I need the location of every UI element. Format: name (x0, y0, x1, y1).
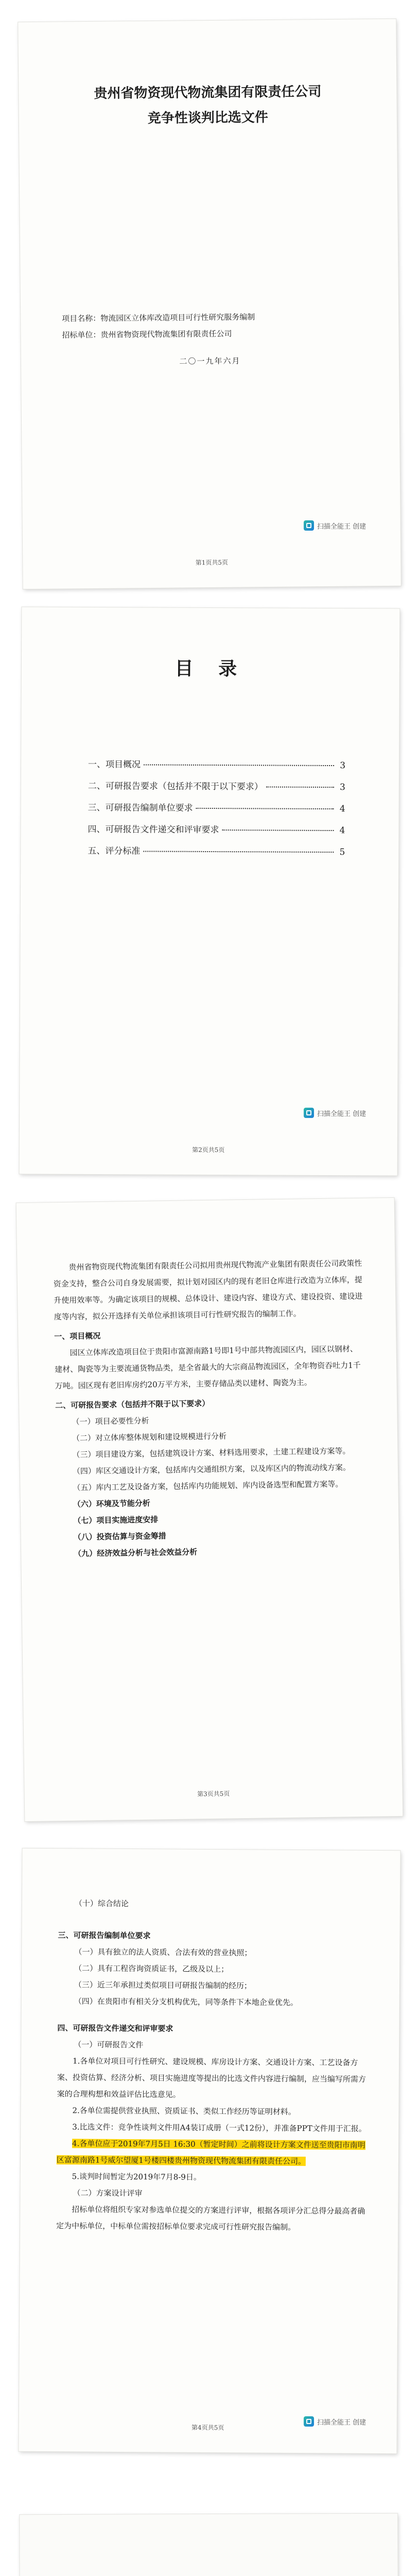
vendor-requirement: （一）具有独立的法人资质、合法有效的营业执照； (74, 1947, 252, 1958)
requirement-item: （四）库区交通设计方案，包括库内交通组织方案，以及库区内的物流动线方案。 (72, 1463, 351, 1476)
vendor-requirement: （四）在贵阳市有相关分支机构优先，同等条件下本地企业优先。 (74, 1996, 298, 2008)
highlighted-deadline: 4.各单位应于2019年7月5日 16:30（暂定时间）之前将设计方案文件送至贵阳市南明区富源南路1号威尔望厦1号楼四楼贵州物资现代物流集团有限责任公司。 (56, 2139, 365, 2166)
section-heading: 二、可研报告要求（包括并不限于以下要求） (55, 1398, 210, 1411)
toc-item-page: 4 (339, 825, 345, 836)
scan-watermark-label: 扫描全能王 创建 (317, 2418, 366, 2427)
requirement-item: （五）库内工艺及设备方案，包括库内功能规划、库内设备选型和配置方案等。 (73, 1479, 343, 1493)
page3-body (53, 1255, 368, 1562)
cover-title: 贵州省物资现代物流集团有限责任公司 (94, 84, 322, 101)
cover-info (62, 309, 255, 343)
scan-watermark (304, 1108, 366, 1118)
vendor-requirement: （三）近三年承担过类似项目可研报告编制的经历； (74, 1980, 252, 1991)
document-page-2 (20, 607, 400, 1175)
toc-item-label: 一、项目概况 (88, 759, 141, 770)
scanner-app-icon (304, 2416, 314, 2427)
toc-item-page: 3 (340, 782, 345, 793)
toc-leader (143, 851, 334, 853)
toc-list (88, 757, 345, 866)
requirement-item: （二）对立体库整体规划和建设规模进行分析 (72, 1431, 227, 1443)
scanner-app-icon (304, 1108, 314, 1118)
document-page-5 (20, 2514, 399, 2576)
toc-heading: 目 录 (174, 657, 247, 680)
submission-rule: 1.各单位对项目可行性研究、建设规模、库房设计方案、交通设计方案、工艺设备方案、投资估算、经济分析、项目实施进度等提出的比选文件内容进行编制，应当编写所需方案的合理构想和效益评估比选意见。 (57, 2056, 366, 2099)
subsection-heading: （二）方案设计评审 (73, 2188, 143, 2198)
requirement-item: （七）项目实施进度安排 (73, 1515, 159, 1526)
toc-leader (266, 786, 334, 788)
section-heading: 四、可研报告文件递交和评审要求 (57, 2023, 173, 2033)
requirement-item: （一）项目必要性分析 (72, 1416, 149, 1427)
toc-leader (196, 808, 334, 809)
tenderer-name: 招标单位：贵州省物资现代物流集团有限责任公司 (62, 329, 232, 340)
page-footer: 第2页共5页 (192, 1146, 225, 1154)
requirement-item: （九）经济效益分析与社会效益分析 (74, 1547, 198, 1558)
toc-item-page: 4 (339, 804, 345, 815)
toc-item (88, 843, 345, 866)
vendor-requirement: （二）具有工程咨询资质证书，乙级及以上； (74, 1963, 229, 1974)
submission-rule: 3.比选文件：竞争性谈判文件用A4装订成册（一式12份），并准备PPT文件用于汇报。 (72, 2122, 366, 2133)
requirement-item: （三）项目建设方案，包括建筑设计方案、材料选用要求，土建工程建设方案等。 (72, 1446, 351, 1460)
section-heading: 三、可研报告编制单位要求 (58, 1930, 151, 1941)
submission-rule (57, 2135, 368, 2170)
subsection-heading: （一）可研报告文件 (74, 2040, 144, 2050)
cover-date: 二〇一九年六月 (179, 356, 241, 366)
page4-body (56, 1895, 369, 2236)
toc-item-label: 五、评分标准 (88, 845, 141, 857)
page-footer: 第1页共5页 (195, 558, 229, 567)
toc-item (88, 800, 345, 823)
toc-item (88, 778, 345, 801)
intro-paragraph: 贵州省物资现代物流集团有限责任公司拟用贵州现代物流产业集团有限责任公司政策性资金支持，整合公司自身发展需要，拟计划对园区内的现有老旧仓库进行改造为立体库，提升使用效率等。为确定该项目的规模、总体设计、建设内容、建设方式、建设投资、建设进度等内容，拟公开选择有关单位承担该项目可行性研究报告的编制工作。 (53, 1258, 363, 1322)
requirement-item: （八）投资估算与资金筹措 (73, 1531, 166, 1542)
toc-item-label: 四、可研报告文件递交和评审要求 (88, 824, 219, 836)
project-name: 项目名称：物流园区立体库改造项目可行性研究服务编制 (62, 312, 255, 324)
section-heading: 一、项目概况 (54, 1331, 101, 1342)
requirement-item: （十）综合结论 (74, 1899, 129, 1909)
document-page-1 (18, 19, 401, 589)
page-footer: 第3页共5页 (197, 1790, 230, 1798)
toc-item-label: 三、可研报告编制单位要求 (88, 802, 193, 814)
cover-subtitle: 竞争性谈判比选文件 (147, 109, 268, 127)
toc-item-page: 3 (340, 760, 346, 771)
toc-leader (144, 764, 334, 766)
review-paragraph: 招标单位将组织专家对参选单位提交的方案进行评审，根据各项评分汇总得分最高者确定为中标单位，中标单位需按招标单位要求完成可行性研究报告编制。 (56, 2205, 365, 2232)
toc-item-page: 5 (339, 847, 345, 858)
scan-watermark-label: 扫描全能王 创建 (317, 1110, 366, 1118)
toc-item (88, 822, 345, 844)
page-footer: 第4页共5页 (191, 2424, 224, 2432)
scan-watermark (304, 520, 366, 531)
scan-watermark-label: 扫描全能王 创建 (317, 522, 366, 531)
section-paragraph: 园区立体库改造项目位于贵阳市富源南路1号即1号中部共物流园区内，园区以钢材、建材、陶瓷等为主要流通货物品类，是全省最大的大宗商品物流园区，全年物资吞吐力1千万吨。园区现有老旧库房约20万平方米，主要存储品类以建材、陶瓷为主。 (55, 1344, 361, 1391)
toc-item (88, 757, 345, 779)
submission-rule: 5.谈判时间暂定为2019年7月8-9日。 (72, 2172, 201, 2182)
scanner-app-icon (304, 520, 314, 531)
toc-item-label: 二、可研报告要求（包括并不限于以下要求） (88, 781, 263, 792)
document-page-4 (19, 1849, 400, 2453)
scan-watermark (304, 2416, 366, 2427)
submission-rule: 2.各单位需提供营业执照、资质证书、类似工作经历等证明材料。 (72, 2106, 296, 2117)
toc-leader (222, 829, 334, 831)
requirement-item: （六）环境及节能分析 (73, 1498, 150, 1509)
document-page-3 (16, 1198, 403, 1821)
